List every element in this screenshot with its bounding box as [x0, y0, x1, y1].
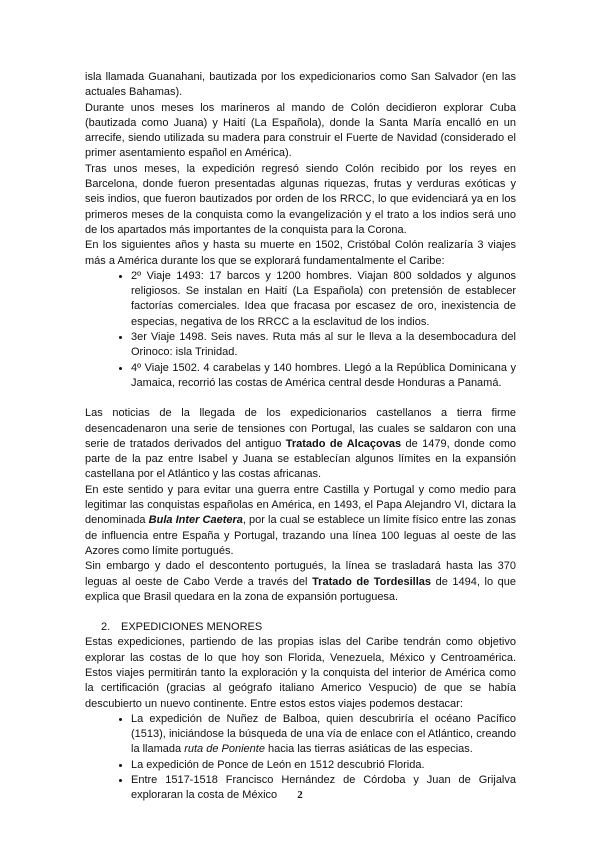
page-number: 2 — [297, 789, 303, 801]
list-item-third-voyage: • 3er Viaje 1498. Seis naves. Ruta más al sur le lleva a la desembocadura del Orinoco: isla Trinidad. — [131, 330, 516, 361]
paragraph-gap — [85, 605, 516, 620]
text-span: de 1479, donde como parte de la paz entre Isabel y Juana se establecían algunos límites en la expansión castellana por el Atlántico y las costas africanas. — [85, 437, 516, 481]
text-span: Las noticias de la llegada de los expedicionarios castellanos a tierra firme desencadenaron una serie de tensiones con Portugal, las cuales se saldaron con una serie de tratados derivados del antiguo — [85, 407, 516, 450]
section-number: 2. — [101, 621, 111, 634]
text-span: hacia las tierras asiáticas de las especias. — [264, 743, 473, 756]
paragraph-cuba-haiti: Durante unos meses los marineros al mando de Colón decidieron explorar Cuba (bautizada como Juana) y Haití (La Española), donde la Santa María encalló en un arrecife, siendo utilizada su madera para construir el Fuerte de Navidad (considerado el primer asentamiento español en América). — [85, 101, 516, 160]
text-span: En este sentido y para evitar una guerra entre Castilla y Portugal y como medio para legitimar las conquistas españolas en América, en 1493, el Papa Alejandro VI, dictara la denominada — [85, 483, 516, 527]
text-span: de 1494, lo que explica que Brasil quedara en la zona de expansión portuguesa. — [85, 575, 517, 603]
bula-inter-caetera-text: Bula Inter Caetera — [148, 514, 243, 527]
list-item-second-voyage: • 2º Viaje 1493: 17 barcos y 1200 hombres. Viajan 800 soldados y algunos religiosos. Se instalan en Haití (La Española) con pretensión de establecer factorías comerciales. Idea que fracasa por escasez de oro, inexistencia de especias, negativa de los RRCC a la esclavitud de los indios. — [131, 269, 516, 330]
text-span: La expedición de Nuñez de Balboa, quien descubriría el océano Pacífico (1513), iniciándose la búsqueda de una vía de enlace con el Atlántico, creando la llamada — [131, 712, 516, 756]
text-span: Sin embargo y dado el descontento portugués, la línea se trasladará hasta las 370 leguas al oeste de Cabo Verde a través del — [85, 560, 516, 588]
bula-inter-caetera — [149, 514, 243, 526]
list-item-balboa — [131, 712, 516, 758]
paragraph-gap — [85, 391, 516, 406]
paragraph-tordesillas — [85, 559, 516, 605]
list-item-cordoba-grijalva: • Entre 1517-1518 Francisco Hernández de Córdoba y Juan de Grijalva exploraran la costa de México — [131, 773, 516, 804]
paragraph-minor-expeditions: Estas expediciones, partiendo de las propias islas del Caribe tendrán como objetivo explorar las costas de lo que hoy son Florida, Venezuela, México y Centroamérica. Estos viajes permitirán tanto la exploración y la conquista del interior de América como la certificación (gracias al geógrafo italiano Americo Vespucio) de que se había descubierto un nuevo continente. Entre estos estos viajes podemos destacar: — [85, 636, 516, 710]
paragraph-inter-caetera — [85, 483, 516, 559]
paragraph-barcelona: Tras unos meses, la expedición regresó siendo Colón recibido por los reyes en Barcelona, donde fueron presentadas algunas riquezas, frutas y verduras exóticas y seis indios, que fueron bautizados por orden de los RRCC, lo que evidenciará ya en los primeros meses de la conquista como la evangelización y el trato a los indios será uno de los apartados más importantes de la conquista para la Corona. — [85, 162, 516, 236]
ruta-de-poniente: ruta de Poniente — [184, 743, 265, 756]
treaty-alcacovas: Tratado de Alcaçovas — [285, 437, 402, 450]
voyages-list — [85, 269, 516, 391]
paragraph-later-voyages: En los siguientes años y hasta su muerte en 1502, Cristóbal Colón realizaría 3 viajes más a América durante los que se explorará fundamentalmente el Caribe: — [85, 239, 516, 267]
section-title: EXPEDICIONES MENORES — [121, 621, 263, 634]
paragraph-alcacovas — [85, 406, 516, 482]
document-body — [85, 70, 516, 804]
list-item-fourth-voyage: • 4º Viaje 1502. 4 carabelas y 140 hombres. Llegó a la República Dominicana y Jamaica, recorrió las costas de América central desde Honduras a Panamá. — [131, 361, 516, 392]
list-item-ponce-de-leon: • La expedición de Ponce de León en 1512 descubrió Florida. — [131, 758, 516, 773]
text-span: , por la cual se establece un límite físico entre las zonas de influencia entre España y Portugal, trazando una línea 100 leguas al oeste de las Azores como límite portugués. — [85, 514, 517, 557]
section-heading — [85, 620, 516, 635]
paragraph-guanahani: isla llamada Guanahani, bautizada por los expedicionarios como San Salvador (en las actuales Bahamas). — [85, 71, 516, 99]
treaty-tordesillas: Tratado de Tordesillas — [312, 575, 432, 588]
